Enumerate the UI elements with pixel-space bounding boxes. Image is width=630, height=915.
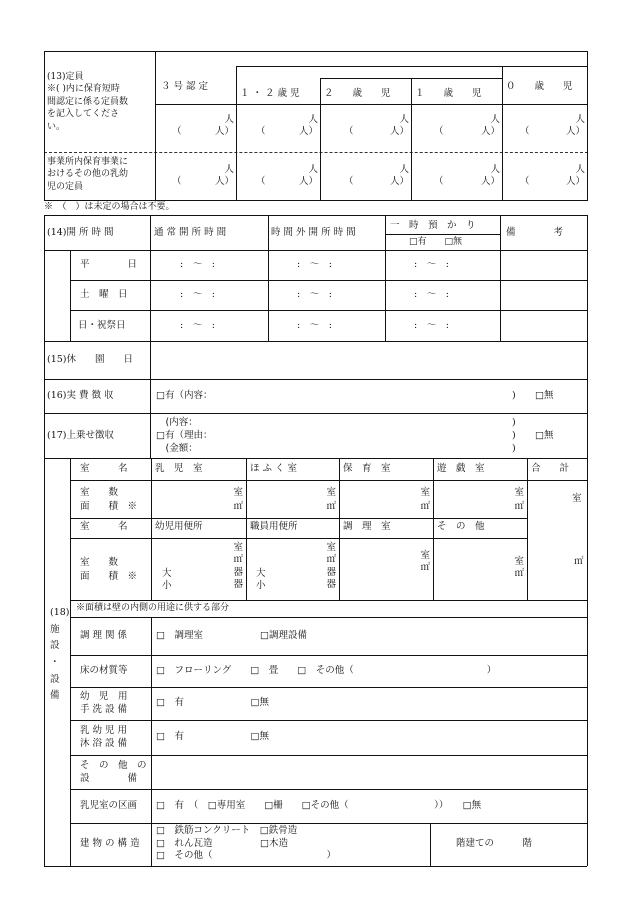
close-paren: ) xyxy=(512,390,516,401)
border xyxy=(44,51,588,52)
room-playroom: 遊 戯 室 xyxy=(437,463,485,474)
large-small-label: 大 小 xyxy=(256,568,266,592)
floor-label: 床の材質等 xyxy=(80,665,128,676)
col-header-1sai: １ 歳 児 xyxy=(415,88,482,99)
time-input[interactable]: : ～ : xyxy=(180,289,215,300)
large-small-label: 大 小 xyxy=(162,568,172,592)
border xyxy=(44,866,587,867)
border xyxy=(44,458,45,866)
handwash-checkboxes[interactable]: □ 有 □無 xyxy=(156,697,269,708)
unit-people: 人 人） xyxy=(389,114,409,138)
bathing-checkboxes[interactable]: □ 有 □無 xyxy=(156,731,269,742)
handwash-label: 幼 児 用 手 洗 設 備 xyxy=(80,691,128,716)
count-area-label: 室 数 面 積 ※ xyxy=(80,487,138,512)
border xyxy=(70,720,587,721)
border xyxy=(70,480,587,481)
building-structure-checkboxes[interactable]: □ 鉄筋コンクリート □鉄骨造 □ れん瓦造 □木造 □ その他（ ） xyxy=(156,825,336,862)
room-other: そ の 他 xyxy=(437,521,485,532)
close-paren: ) ) ) xyxy=(512,417,516,455)
paren-open: （ xyxy=(434,126,444,137)
cooking-checkboxes[interactable]: □ 調理室 □調理設備 xyxy=(156,630,307,641)
border xyxy=(587,215,588,341)
unit-people: 人 人） xyxy=(298,114,318,138)
unit-people: 人 人） xyxy=(389,164,409,188)
time-input[interactable]: : ～ : xyxy=(297,289,332,300)
time-input[interactable]: : ～ : xyxy=(180,320,215,331)
building-structure-label: 建 物 の 構 造 xyxy=(80,838,140,849)
note-undetermined: ※ （ ）は未定の場合は不要。 xyxy=(44,202,175,212)
border xyxy=(70,538,527,539)
extra-fee-yes-checkbox[interactable]: (内容： □有（理由： (金額： xyxy=(156,417,213,455)
border xyxy=(151,617,152,866)
border xyxy=(411,78,412,200)
unit-room-m2: 室 ㎡ xyxy=(233,487,243,512)
unit-room-m2: 室 ㎡ xyxy=(514,487,524,512)
total-m2-unit: ㎡ xyxy=(574,556,584,567)
time-input[interactable]: : ～ : xyxy=(297,320,332,331)
infant-room-division-label: 乳児室の区画 xyxy=(80,800,138,811)
border xyxy=(320,78,321,200)
border xyxy=(44,341,45,458)
row-weekday: 平 日 xyxy=(80,259,138,270)
border xyxy=(430,823,431,866)
extra-fee-label: (17)上乗せ徴収 xyxy=(47,430,115,441)
paren-open: （ xyxy=(256,176,266,187)
border xyxy=(70,250,71,341)
holidays-label: (15)休 園 日 xyxy=(47,354,134,365)
paren-open: （ xyxy=(520,126,530,137)
unit-people: 人 人） xyxy=(565,114,585,138)
border xyxy=(246,458,247,600)
border xyxy=(268,215,269,341)
room-infant: 乳 児 室 xyxy=(155,463,203,474)
unit-room-m2: 室 ㎡ xyxy=(514,556,524,580)
unit-people: 人 人） xyxy=(480,164,500,188)
border xyxy=(502,66,503,200)
border xyxy=(236,66,237,200)
row-sunday-holiday: 日・祝祭日 xyxy=(78,320,126,331)
time-input[interactable]: : ～ : xyxy=(414,320,449,331)
room-kitchen: 調 理 室 xyxy=(343,521,391,532)
border xyxy=(151,458,152,600)
paren-open: （ xyxy=(434,176,444,187)
header-temporary-care: 一 時 預 か り xyxy=(390,220,476,231)
border xyxy=(44,200,588,201)
border xyxy=(155,51,156,200)
time-input[interactable]: : ～ : xyxy=(180,259,215,270)
room-crawling: ほ ふ く 室 xyxy=(250,463,298,474)
unit-people: 人 人） xyxy=(298,164,318,188)
other-equipment-label: そ の 他 の 設 備 xyxy=(80,760,147,785)
total-room-unit: 室 xyxy=(572,493,582,504)
col-header-3gou: ３ 号 認 定 xyxy=(161,81,209,92)
border xyxy=(70,600,587,601)
area-note: ※面積は壁の内側の用途に供する部分 xyxy=(76,603,230,613)
header-remarks: 備 考 xyxy=(506,227,564,238)
border xyxy=(44,379,588,380)
col-header-1-2sai: １ ・ ２ 歳 児 xyxy=(240,88,300,99)
border xyxy=(44,250,588,251)
col-header-0sai: ０ 歳 児 xyxy=(506,81,573,92)
extra-fee-no-checkbox[interactable]: □無 xyxy=(535,430,554,441)
room-name-header: 室 名 xyxy=(80,521,128,532)
row-saturday: 土 曜 日 xyxy=(80,289,128,300)
capacity-label: (13)定員 ※( )内に保育短時 間認定に係る定員数 を記入してくださ い。 xyxy=(47,72,129,132)
border xyxy=(150,215,151,341)
border xyxy=(500,215,501,341)
border xyxy=(587,51,588,200)
room-total: 合 計 xyxy=(531,463,570,474)
border xyxy=(44,413,588,414)
border xyxy=(44,215,588,216)
border xyxy=(70,617,587,618)
room-name-header: 室 名 xyxy=(80,463,128,474)
border xyxy=(587,458,588,866)
room-staff-toilet: 職員用便所 xyxy=(250,521,298,532)
room-child-toilet: 幼児用便所 xyxy=(155,521,203,532)
unit-room-m2: 室 ㎡ xyxy=(326,487,336,512)
border xyxy=(339,458,340,600)
time-input[interactable]: : ～ : xyxy=(297,259,332,270)
header-normal-hours: 通 常 開 所 時 間 xyxy=(154,227,227,238)
border xyxy=(44,51,45,200)
unit-room-m2: 室 ㎡ xyxy=(420,550,430,574)
paren-open: （ xyxy=(520,176,530,187)
border xyxy=(70,310,588,311)
unit-people: 人 人） xyxy=(565,164,585,188)
header-extra-hours: 時 間 外 開 所 時 間 xyxy=(271,227,356,238)
unit-room-m2-fixture: 室 ㎡ 器 器 xyxy=(233,542,243,591)
unit-room-m2-fixture: 室 ㎡ 器 器 xyxy=(326,542,336,591)
actual-cost-no-checkbox[interactable]: □無 xyxy=(535,390,554,401)
infant-room-division-checkboxes[interactable]: □ 有 （ □専用室 □柵 □その他（ ）） □無 xyxy=(156,800,482,811)
other-capacity-label: 事業所内保育事業に おけるその他の乳幼 児の定員 xyxy=(47,157,129,192)
opening-hours-label: (14)開 所 時 間 xyxy=(47,227,114,238)
facilities-label: (18) 施 設 ・ 設 備 xyxy=(50,607,70,702)
border xyxy=(70,755,587,756)
unit-people: 人 人） xyxy=(214,164,234,188)
border xyxy=(70,518,527,519)
paren-open: （ xyxy=(256,126,266,137)
unit-people: 人 人） xyxy=(480,114,500,138)
border xyxy=(70,789,587,790)
border xyxy=(150,341,151,458)
border xyxy=(527,458,528,600)
paren-open: （ xyxy=(344,176,354,187)
paren-open: （ xyxy=(172,126,182,137)
unit-room-m2: 室 ㎡ xyxy=(420,487,430,512)
border xyxy=(70,458,71,866)
border xyxy=(70,687,587,688)
floors-text: 階建ての 階 xyxy=(456,838,533,849)
border xyxy=(44,341,588,342)
temporary-care-checkbox[interactable]: □有 □無 xyxy=(409,237,463,247)
bathing-label: 乳 幼 児 用 沐 浴 設 備 xyxy=(80,725,128,750)
border xyxy=(70,823,587,824)
room-childcare: 保 育 室 xyxy=(343,463,391,474)
time-input[interactable]: : ～ : xyxy=(414,289,449,300)
actual-cost-yes-checkbox[interactable]: □有（内容： xyxy=(156,390,213,401)
border xyxy=(44,458,588,459)
col-header-2sai: ２ 歳 児 xyxy=(324,88,391,99)
count-area-label: 室 数 面 積 ※ xyxy=(80,557,138,582)
paren-open: （ xyxy=(172,176,182,187)
dashed-divider xyxy=(44,152,588,153)
border xyxy=(70,280,588,281)
actual-cost-label: (16)実 費 徴 収 xyxy=(47,390,114,401)
border xyxy=(433,458,434,600)
cooking-label: 調 理 関 係 xyxy=(80,630,128,641)
border xyxy=(44,215,45,341)
border xyxy=(587,341,588,458)
border xyxy=(385,215,386,341)
floor-checkboxes[interactable]: □ フローリング □ 畳 □ その他（ ） xyxy=(156,665,497,676)
border xyxy=(385,234,500,235)
time-input[interactable]: : ～ : xyxy=(414,259,449,270)
border xyxy=(236,66,588,67)
paren-open: （ xyxy=(344,126,354,137)
border xyxy=(155,104,588,105)
border xyxy=(70,655,587,656)
unit-people: 人 人） xyxy=(214,114,234,138)
